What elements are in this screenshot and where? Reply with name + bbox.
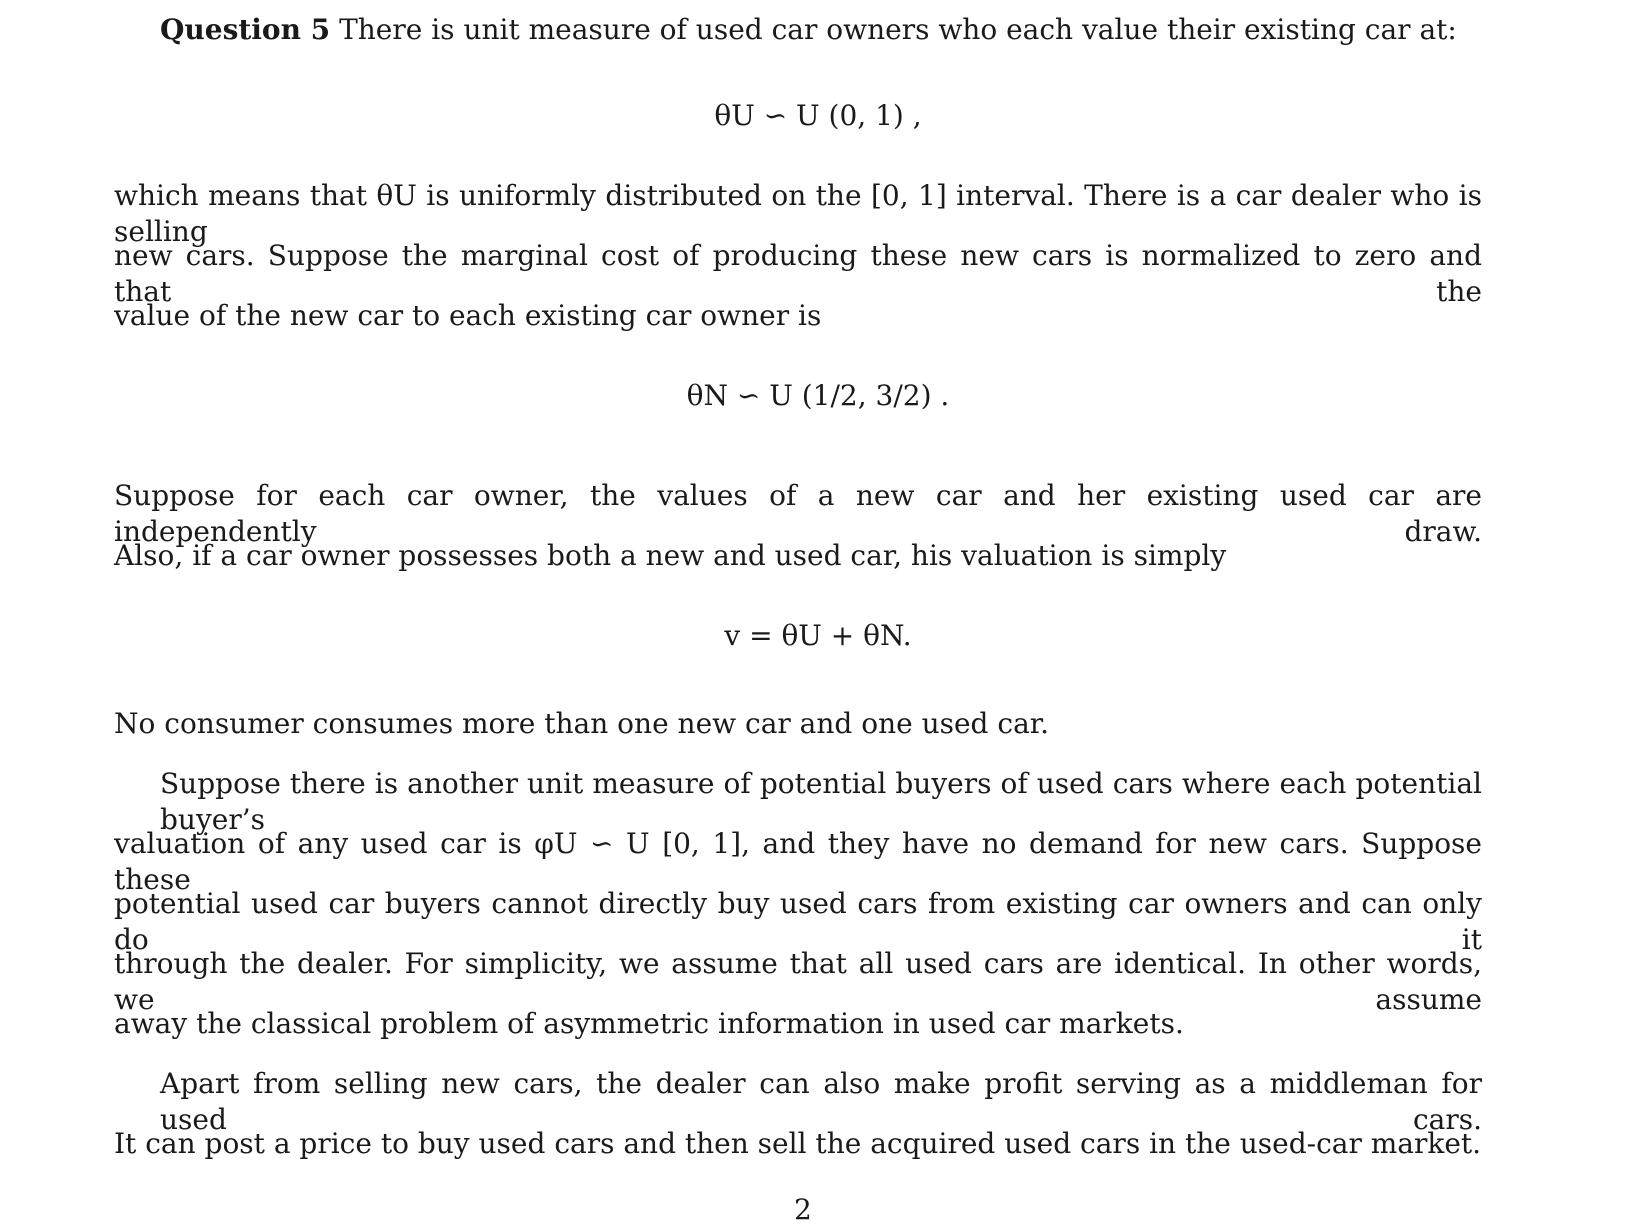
para4-line-4: through the dealer. For simplicity, we assume that all used cars are identical. In other words, we assume bbox=[114, 947, 1482, 1016]
para5-line-2: It can post a price to buy used cars and then sell the acquired used cars in the used-car market. bbox=[114, 1127, 1482, 1160]
para2-line-2: Also, if a car owner possesses both a new and used car, his valuation is simply bbox=[114, 539, 1227, 572]
para2-line-1: Suppose for each car owner, the values of a new car and her existing used car are independently draw. bbox=[114, 479, 1482, 548]
para4-line-2: valuation of any used car is φU ∽ U [0, 1], and they have no demand for new cars. Suppose these bbox=[114, 827, 1482, 896]
equation-theta-u bbox=[0, 98, 1636, 134]
para3-line-1: No consumer consumes more than one new car and one used car. bbox=[114, 707, 1049, 740]
para4-line-3: potential used car buyers cannot directly buy used cars from existing car owners and can only do it bbox=[114, 887, 1482, 956]
para1-line-2: new cars. Suppose the marginal cost of producing these new cars is normalized to zero and that the bbox=[114, 239, 1482, 308]
equation-theta-n bbox=[0, 378, 1636, 414]
para4-line-5: away the classical problem of asymmetric information in used car markets. bbox=[114, 1007, 1184, 1040]
para4-line-1: Suppose there is another unit measure of potential buyers of used cars where each potential buyer’s bbox=[160, 767, 1482, 836]
para1-line-1: which means that θU is uniformly distributed on the [0, 1] interval. There is a car dealer who is selling bbox=[114, 179, 1482, 248]
para5-line-1: Apart from selling new cars, the dealer can also make profit serving as a middleman for used cars. bbox=[160, 1067, 1482, 1136]
question-heading bbox=[160, 12, 1457, 48]
equation-valuation bbox=[0, 618, 1636, 654]
question-label: Question 5 bbox=[160, 13, 331, 46]
equation-valuation-text: v = θU + θN. bbox=[724, 619, 912, 652]
equation-theta-u-text: θU ∽ U (0, 1) , bbox=[714, 99, 922, 132]
question-intro: There is unit measure of used car owners who each value their existing car at: bbox=[339, 13, 1457, 46]
equation-theta-n-text: θN ∽ U (1/2, 3/2) . bbox=[686, 379, 950, 412]
page-number: 2 bbox=[794, 1193, 812, 1226]
para1-line-3: value of the new car to each existing car owner is bbox=[114, 299, 822, 332]
